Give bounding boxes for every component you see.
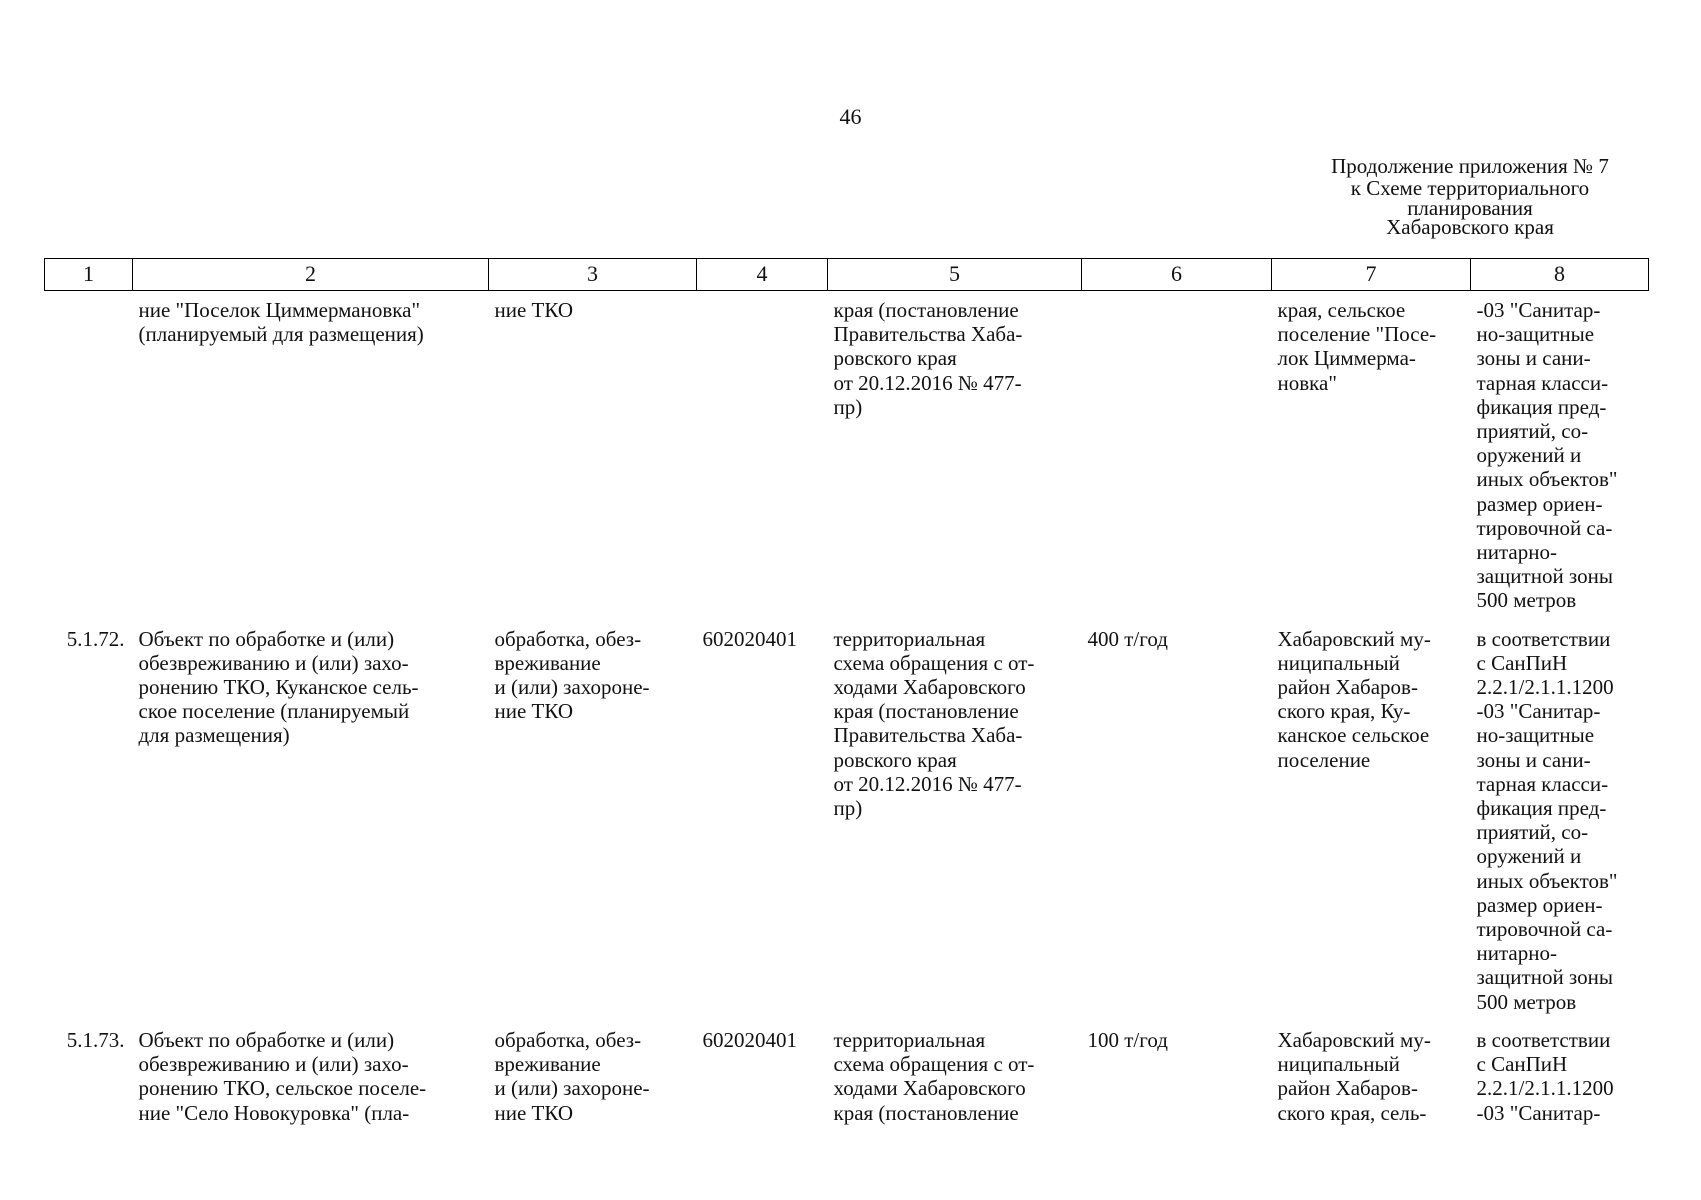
objects-table (44, 258, 1649, 1125)
object-location: края, сельское поселение "Посе- лок Циммерма- новка" (1277, 298, 1437, 395)
row-number (45, 291, 133, 613)
object-name: Объект по обработке и (или) обезвреживанию и (или) захо- ронению ТКО, Куканское сель- ское поселение (планируемый для размещения) (138, 626, 419, 748)
object-location: Хабаровский му- ниципальный район Хабаров- ского края, сель- (1277, 1027, 1431, 1125)
object-document: территориальная схема обращения с от- ходами Хабаровского края (постановление (833, 1027, 1035, 1125)
object-code (697, 291, 828, 613)
header-cell-6: 6 (1082, 259, 1272, 291)
object-purpose: ние ТКО (494, 298, 574, 322)
appendix-caption (1300, 155, 1640, 237)
header-cell-7: 7 (1272, 259, 1471, 291)
object-name: ние "Поселок Циммермановка" (планируемый для размещения) (138, 298, 424, 347)
object-capacity (1082, 291, 1272, 613)
header-cell-5: 5 (828, 259, 1082, 291)
object-document: края (постановление Правительства Хаба- ровского края от 20.12.2016 № 477- пр) (833, 298, 1023, 419)
object-capacity: 400 т/год (1087, 626, 1168, 651)
appendix-line-1: Продолжение приложения № 7 (1331, 154, 1609, 178)
header-cell-4: 4 (697, 259, 828, 291)
object-code: 602020401 (702, 1027, 797, 1052)
object-purpose: обработка, обез- вреживание и (или) захороне- ние ТКО (494, 1027, 650, 1125)
header-cell-2: 2 (133, 259, 489, 291)
page-number: 46 (839, 104, 862, 129)
appendix-line-4: Хабаровского края (1386, 215, 1554, 239)
object-document: территориальная схема обращения с от- ходами Хабаровского края (постановление Правительства Хаба- ровского края от 20.12.2016 № 477- пр) (833, 626, 1035, 821)
appendix-line-2: к Схеме территориального (1350, 176, 1590, 200)
object-zone: в соответствии с СанПиН 2.2.1/2.1.1.1200 -03 "Санитар- (1476, 1027, 1614, 1125)
object-capacity: 100 т/год (1087, 1027, 1168, 1052)
appendix-line-3: планирования (1407, 196, 1533, 220)
header-row (45, 259, 1649, 291)
header-cell-1: 1 (45, 259, 133, 291)
row-number: 5.1.73. (66, 1027, 125, 1052)
object-purpose: обработка, обез- вреживание и (или) захороне- ние ТКО (494, 626, 650, 724)
header-cell-8: 8 (1471, 259, 1649, 291)
table-row (45, 1014, 1649, 1125)
object-zone: в соответствии с СанПиН 2.2.1/2.1.1.1200 -03 "Санитар- но-защитные зоны и сани- тарная класси- фикация пред- приятий, со- оружений и иных объектов" размер ориен- тировочной са- нитарно- защитной зоны 500 метров (1476, 626, 1618, 1014)
object-name: Объект по обработке и (или) обезвреживанию и (или) захо- ронению ТКО, сельское поселе- ние "Село Новокуровка" (пла- (138, 1027, 427, 1125)
row-number: 5.1.72. (66, 626, 125, 651)
object-location: Хабаровский му- ниципальный район Хабаров- ского края, Ку- канское сельское поселение (1277, 626, 1431, 772)
table-row (45, 613, 1649, 1014)
table-row (45, 291, 1649, 613)
object-code: 602020401 (702, 626, 797, 651)
header-cell-3: 3 (489, 259, 697, 291)
object-zone: -03 "Санитар- но-защитные зоны и сани- тарная класси- фикация пред- приятий, со- оружений и иных объектов" размер ориен- тировочной са- нитарно- защитной зоны 500 метров (1476, 298, 1618, 613)
